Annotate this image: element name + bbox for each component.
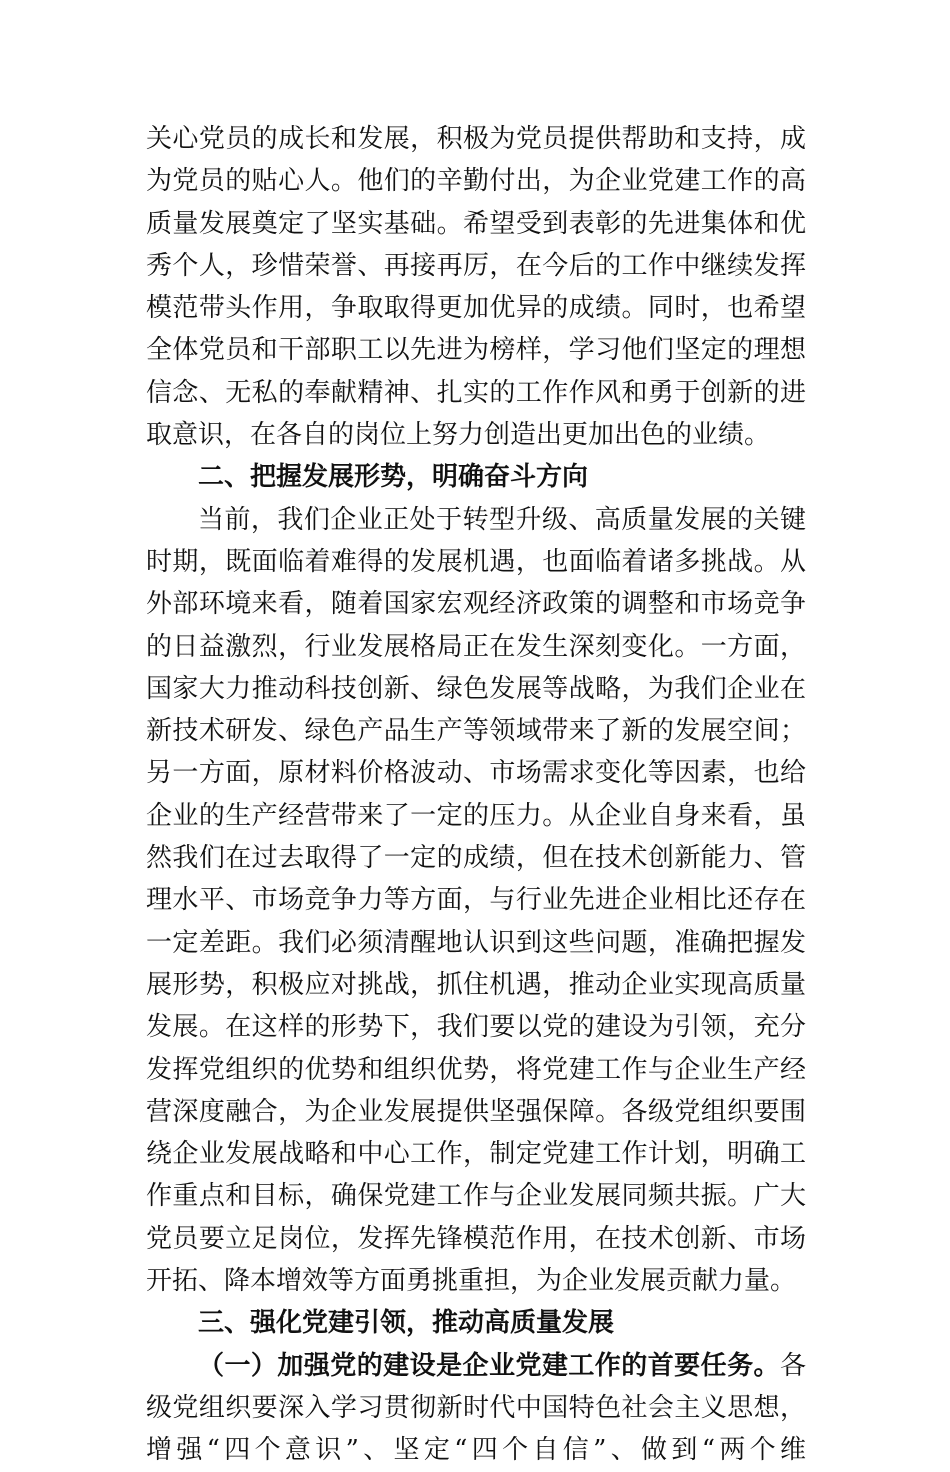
text-line: 作重点和目标，确保党建工作与企业发展同频共振。广大 <box>146 1181 806 1212</box>
text-line: 为党员的贴心人。他们的辛勤付出，为企业党建工作的高 <box>146 166 806 197</box>
text-line: 一定差距。我们必须清醒地认识到这些问题，准确把握发 <box>146 927 806 958</box>
text-line: 新技术研发、绿色产品生产等领域带来了新的发展空间； <box>146 716 806 747</box>
text-line: 然我们在过去取得了一定的成绩，但在技术创新能力、管 <box>146 843 806 874</box>
text-line: 开拓、降本增效等方面勇挑重担，为企业发展贡献力量。 <box>146 1266 797 1297</box>
text-line: 营深度融合，为企业发展提供坚强保障。各级党组织要围 <box>146 1096 806 1127</box>
section-heading: 二、把握发展形势，明确奋斗方向 <box>198 462 589 493</box>
text-line: 质量发展奠定了坚实基础。希望受到表彰的先进集体和优 <box>146 208 806 239</box>
text-line <box>146 1345 806 1387</box>
text-line: 外部环境来看，随着国家宏观经济政策的调整和市场竞争 <box>146 589 806 620</box>
section-heading: 三、强化党建引领，推动高质量发展 <box>198 1308 615 1339</box>
text-line: 当前，我们企业正处于转型升级、高质量发展的关键 <box>198 504 806 535</box>
text-line: 秀个人，珍惜荣誉、再接再厉，在今后的工作中继续发挥 <box>146 250 806 281</box>
text-line: 另一方面，原材料价格波动、市场需求变化等因素，也给 <box>146 758 806 789</box>
document-body <box>146 118 806 1472</box>
text-line: 全体党员和干部职工以先进为榜样，学习他们坚定的理想 <box>146 335 806 366</box>
text-line: 模范带头作用，争取取得更加优异的成绩。同时，也希望 <box>146 293 806 324</box>
text-line: 企业的生产经营带来了一定的压力。从企业自身来看，虽 <box>146 800 806 831</box>
subsection-lead: （一）加强党的建设是企业党建工作的首要任务。 <box>198 1350 780 1381</box>
text-line: 发挥党组织的优势和组织优势，将党建工作与企业生产经 <box>146 1054 806 1085</box>
text-run: 各 <box>779 1350 806 1381</box>
text-line: 信念、无私的奉献精神、扎实的工作作风和勇于创新的进 <box>146 377 806 408</box>
text-line: 展形势，积极应对挑战，抓住机遇，推动企业实现高质量 <box>146 969 806 1000</box>
text-line: 国家大力推动科技创新、绿色发展等战略，为我们企业在 <box>146 673 806 704</box>
text-line: 时期，既面临着难得的发展机遇，也面临着诸多挑战。从 <box>146 546 806 577</box>
text-line: 发展。在这样的形势下，我们要以党的建设为引领，充分 <box>146 1012 806 1043</box>
text-line: 关心党员的成长和发展，积极为党员提供帮助和支持，成 <box>146 124 806 154</box>
text-line: 取意识，在各自的岗位上努力创造出更加出色的业绩。 <box>146 420 771 451</box>
text-line: 绕企业发展战略和中心工作，制定党建工作计划，明确工 <box>146 1139 806 1170</box>
text-line: 党员要立足岗位，发挥先锋模范作用，在技术创新、市场 <box>146 1223 806 1254</box>
text-line: 增强“四个意识”、坚定“四个自信”、做到“两个维 <box>146 1435 806 1466</box>
text-line: 的日益激烈，行业发展格局正在发生深刻变化。一方面， <box>146 631 806 662</box>
text-line: 级党组织要深入学习贯彻新时代中国特色社会主义思想， <box>146 1392 806 1423</box>
text-line: 理水平、市场竞争力等方面，与行业先进企业相比还存在 <box>146 885 806 916</box>
